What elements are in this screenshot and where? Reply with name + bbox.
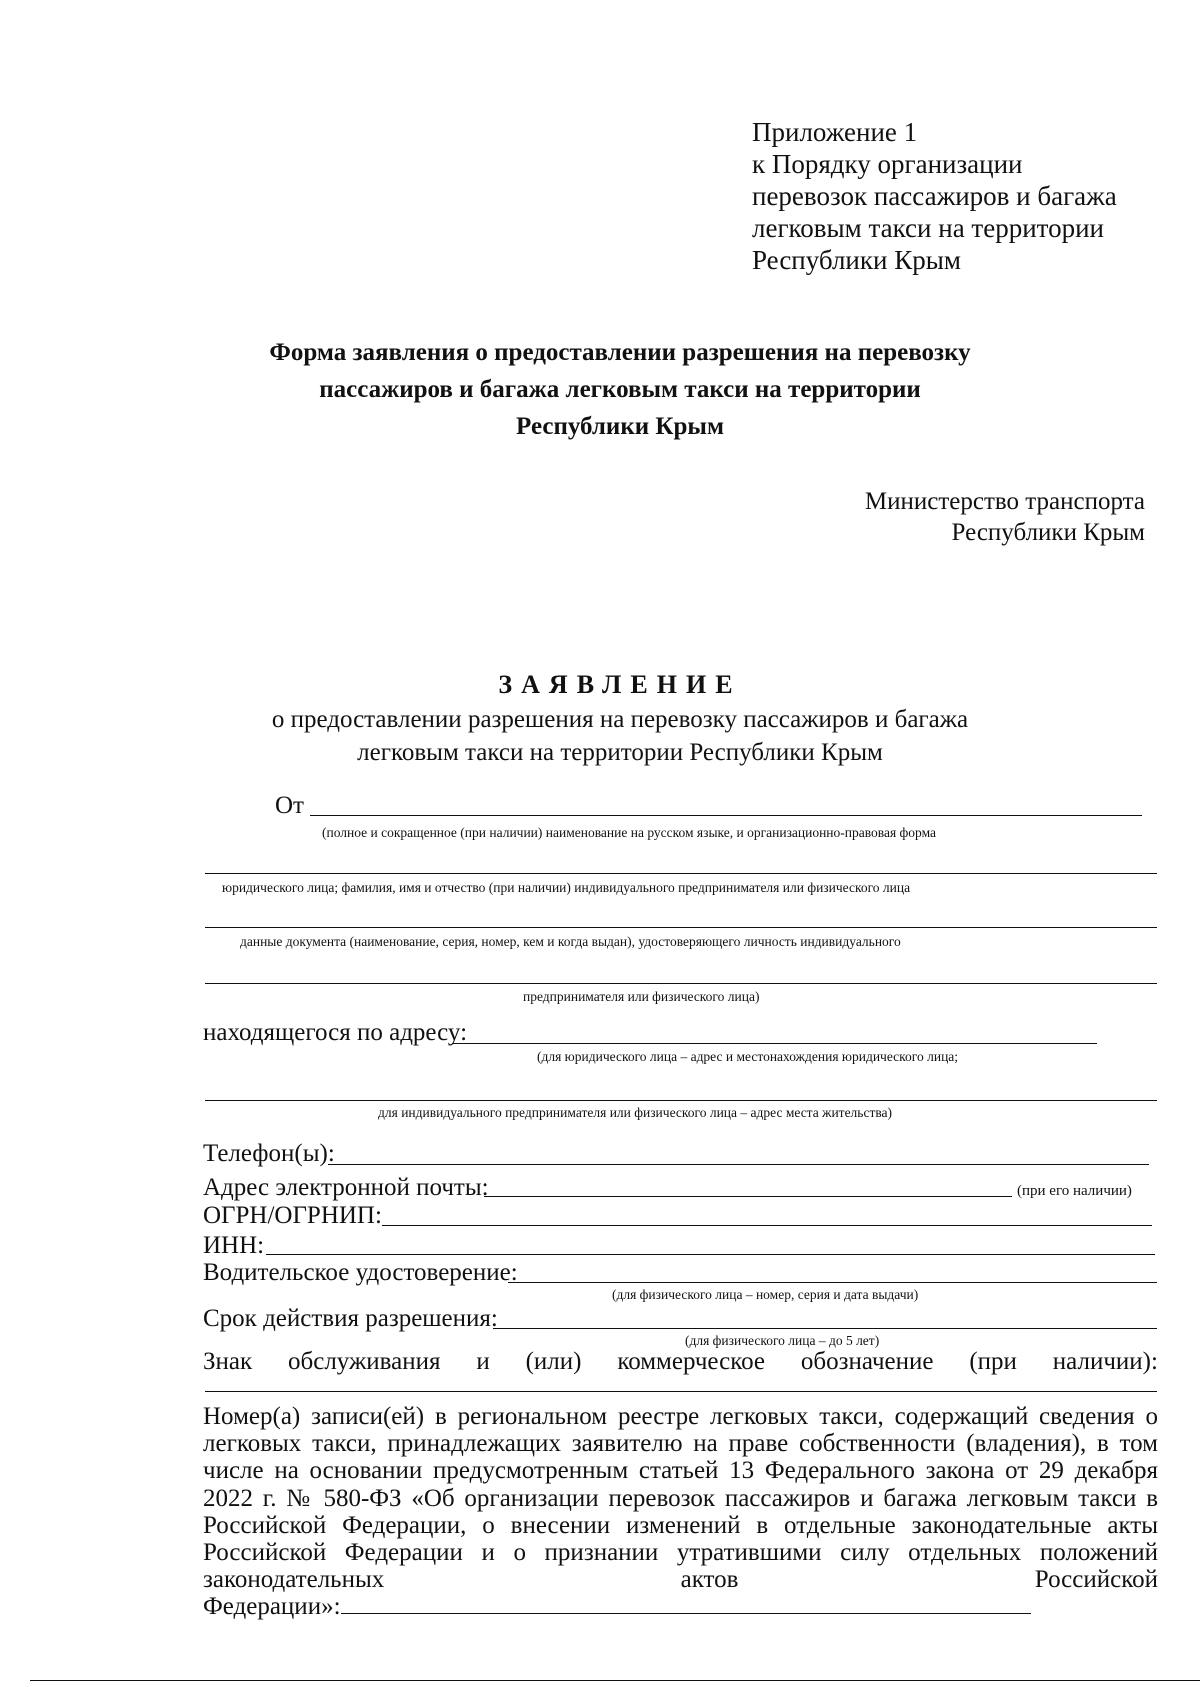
form-title-line: Республики Крым [516,413,724,440]
page-bottom-rule [30,1680,1200,1681]
email-note: (при его наличии) [1017,1183,1132,1199]
recipient-line: Республики Крым [951,519,1145,546]
ogrn-label: ОГРН/ОГРНИП: [203,1202,382,1229]
phone-field-line[interactable] [328,1164,1149,1165]
service-mark-field-line[interactable] [205,1391,1157,1392]
from-hint-2: юридического лица; фамилия, имя и отчество (при наличии) индивидуального предпринимателя или физического лица [222,880,911,895]
registry-field-line[interactable] [341,1593,1031,1614]
recipient-line: Министерство транспорта [864,488,1145,515]
inn-label: ИНН: [203,1232,265,1259]
appendix-line: к Порядку организации [752,149,1023,179]
form-title-line: пассажиров и багажа легковым такси на территории [319,376,921,403]
registry-paragraph [203,1403,1158,1621]
address-hint-2: для индивидуального предпринимателя или физического лица – адрес места жительства) [378,1105,893,1120]
from-hint-3: данные документа (наименование, серия, номер, кем и когда выдан), удостоверяющего личность индивидуального [240,934,901,949]
address-field-line[interactable] [452,1043,1097,1044]
service-mark-word: и [476,1348,490,1375]
license-hint: (для физического лица – номер, серия и дата выдачи) [612,1287,919,1302]
address-label: находящегося по адресу: [203,1019,468,1046]
inn-field-line[interactable] [266,1254,1155,1255]
service-mark-word: обозначение [800,1348,934,1375]
registry-end-label: Федерации»: [203,1593,341,1621]
application-title: ЗАЯВЛЕНИЕ [498,670,742,699]
from-field-line[interactable] [310,815,1142,816]
email-label: Адрес электронной почты: [203,1174,489,1201]
service-mark-word: наличии): [1052,1348,1158,1375]
registry-end [203,1593,1031,1620]
address-field-line-2[interactable] [205,1100,1157,1101]
appendix-line: Приложение 1 [752,117,918,147]
phone-label: Телефон(ы): [203,1140,335,1167]
license-label: Водительское удостоверение: [203,1259,518,1286]
address-hint: (для юридического лица – адрес и местонахождения юридического лица; [537,1049,959,1064]
service-mark-word: обслуживания [288,1348,441,1375]
subtitle-line: легковым такси на территории Республики Крым [357,739,883,766]
service-mark-word: (или) [525,1348,582,1375]
service-mark-label [203,1349,1158,1375]
form-title-line: Форма заявления о предоставлении разрешения на перевозку [269,339,971,366]
service-mark-word: коммерческое [617,1348,766,1375]
appendix-reference [752,116,1117,276]
email-field-line[interactable] [484,1196,1012,1197]
form-title [230,334,1010,445]
term-field-line[interactable] [493,1328,1157,1329]
service-mark-word: Знак [203,1348,253,1375]
service-mark-word: (при [969,1348,1017,1375]
appendix-line: Республики Крым [752,245,961,275]
from-field-line-2[interactable] [205,873,1157,874]
from-hint: (полное и сокращенное (при наличии) наименование на русском языке, и организационно-правовая форма [322,825,937,840]
recipient [780,486,1145,548]
from-label: От [275,792,304,819]
appendix-line: легковым такси на территории [752,213,1105,243]
ogrn-field-line[interactable] [382,1225,1152,1226]
term-label: Срок действия разрешения: [203,1305,498,1332]
registry-text: Номер(а) записи(ей) в региональном реестре легковых такси, содержащий сведения о легковых такси, принадлежащих заявителю на праве собственности (владения), в том числе на основании предусмотренным статьей 13 Федерального закона от 29 декабря 2022 г. № 580-ФЗ «Об организации перевозок пассажиров и багажа легковым такси в Российской Федерации, о внесении изменений в отдельные законодательные акты Российской Федерации и о признании утратившими силу отдельных положений законодательных актов Российской [203,1403,1158,1594]
from-field-line-3[interactable] [205,927,1157,928]
license-field-line[interactable] [508,1282,1157,1283]
from-field-line-4[interactable] [205,983,1157,984]
from-hint-4: предпринимателя или физического лица) [523,989,760,1004]
appendix-line: перевозок пассажиров и багажа [752,181,1117,211]
term-hint: (для физического лица – до 5 лет) [685,1333,880,1348]
subtitle-line: о предоставлении разрешения на перевозку пассажиров и багажа [271,706,969,733]
application-subtitle [230,703,1010,769]
